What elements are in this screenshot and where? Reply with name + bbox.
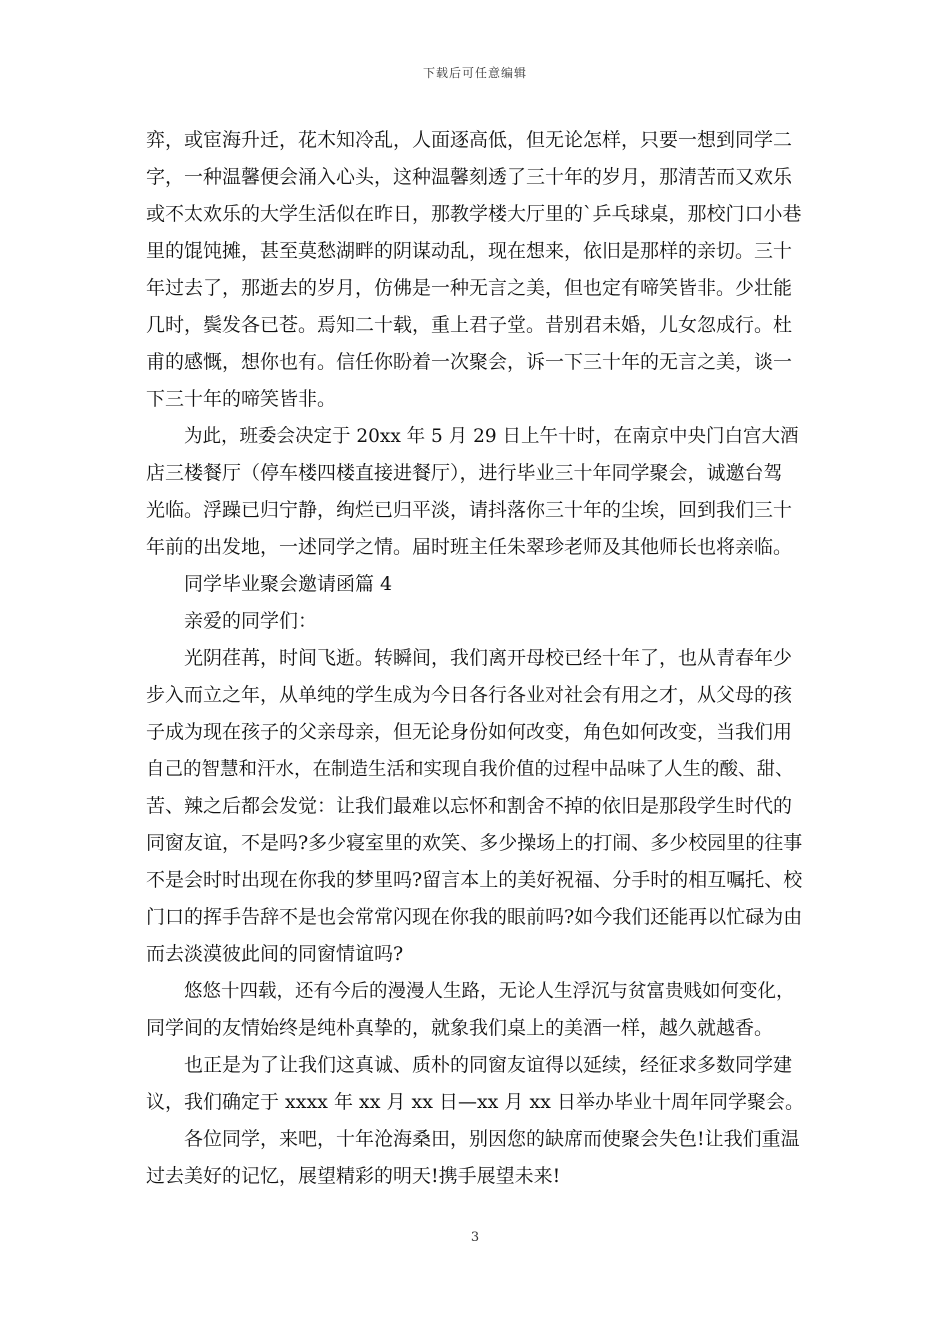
text-line: 年过去了，那逝去的岁月，仿佛是一种无言之美，但也定有啼笑皆非。少壮能 [146, 277, 793, 299]
page-number: 3 [470, 1230, 480, 1245]
text-line: 步入而立之年，从单纯的学生成为今日各行各业对社会有用之才，从父母的孩 [146, 684, 793, 706]
text-line: 下三十年的啼笑皆非。 [146, 388, 337, 410]
text-line: 里的馄饨摊，甚至莫愁湖畔的阴谋动乱，现在想来，依旧是那样的亲切。三十 [146, 240, 793, 262]
text-line: 悠悠十四载，还有今后的漫漫人生路，无论人生浮沉与贫富贵贱如何变化， [184, 981, 795, 1002]
text-line: 或不太欢乐的大学生活似在昨日，那教学楼大厅里的`乒乓球桌，那校门口小巷 [146, 203, 802, 225]
text-line: 几时，鬓发各已苍。焉知二十载，重上君子堂。昔别君未婚，儿女忽成行。杜 [146, 314, 793, 336]
text-line: 甫的感慨，想你也有。信任你盼着一次聚会，诉一下三十年的无言之美，谈一 [146, 351, 793, 373]
text-line: 子成为现在孩子的父亲母亲，但无论身份如何改变，角色如何改变，当我们用 [146, 721, 793, 743]
text-line: 同窗友谊，不是吗?多少寝室里的欢笑、多少操场上的打闹、多少校园里的往事 [146, 832, 803, 854]
text-line: 亲爱的同学们： [184, 610, 318, 632]
text-line: 店三楼餐厅（停车楼四楼直接进餐厅），进行毕业三十年同学聚会，诚邀台驾 [146, 462, 783, 484]
text-line: 也正是为了让我们这真诚、质朴的同窗友谊得以延续，经征求多数同学建 [184, 1054, 793, 1076]
text-line: 各位同学，来吧，十年沧海桑田，别因您的缺席而使聚会失色!让我们重温 [184, 1128, 800, 1150]
text-line: 不是会时时出现在你我的梦里吗?留言本上的美好祝福、分手时的相互嘱托、校 [146, 869, 803, 891]
text-line: 门口的挥手告辞不是也会常常闪现在你我的眼前吗?如今我们还能再以忙碌为由 [146, 906, 803, 928]
text-line: 为此，班委会决定于 20xx 年 5 月 29 日上午十时，在南京中央门白宫大酒 [184, 426, 799, 447]
text-line: 而去淡漠彼此间的同窗情谊吗? [146, 943, 404, 965]
text-line: 弈，或宦海升迁，花木知冷乱，人面逐高低，但无论怎样，只要一想到同学二 [146, 129, 793, 151]
text-line: 同学毕业聚会邀请函篇 4 [184, 573, 393, 595]
text-line: 过去美好的记忆，展望精彩的明天!携手展望未来! [146, 1165, 561, 1187]
text-line: 字，一种温馨便会涌入心头，这种温馨刻透了三十年的岁月，那清苦而又欢乐 [146, 166, 793, 188]
text-line: 光阴荏苒，时间飞逝。转瞬间，我们离开母校已经十年了，也从青春年少 [184, 647, 793, 669]
text-line: 苦、辣之后都会发觉：让我们最难以忘怀和割舍不掉的依旧是那段学生时代的 [146, 795, 793, 817]
text-line: 年前的出发地，一述同学之情。届时班主任朱翠珍老师及其他师长也将亲临。 [146, 536, 793, 558]
document-body [146, 122, 808, 1195]
text-line: 同学间的友情始终是纯朴真挚的，就象我们桌上的美酒一样，越久就越香。 [146, 1017, 774, 1039]
text-line: 光临。浮躁已归宁静，绚烂已归平淡，请抖落你三十年的尘埃，回到我们三十 [146, 499, 793, 521]
page-header: 下载后可任意编辑 [422, 66, 527, 80]
text-line: 议，我们确定于 xxxx 年 xx 月 xx 日—xx 月 xx 日举办毕业十周年同学聚会。 [146, 1091, 804, 1113]
text-line: 自己的智慧和汗水，在制造生活和实现自我价值的过程中品味了人生的酸、甜、 [146, 759, 794, 780]
